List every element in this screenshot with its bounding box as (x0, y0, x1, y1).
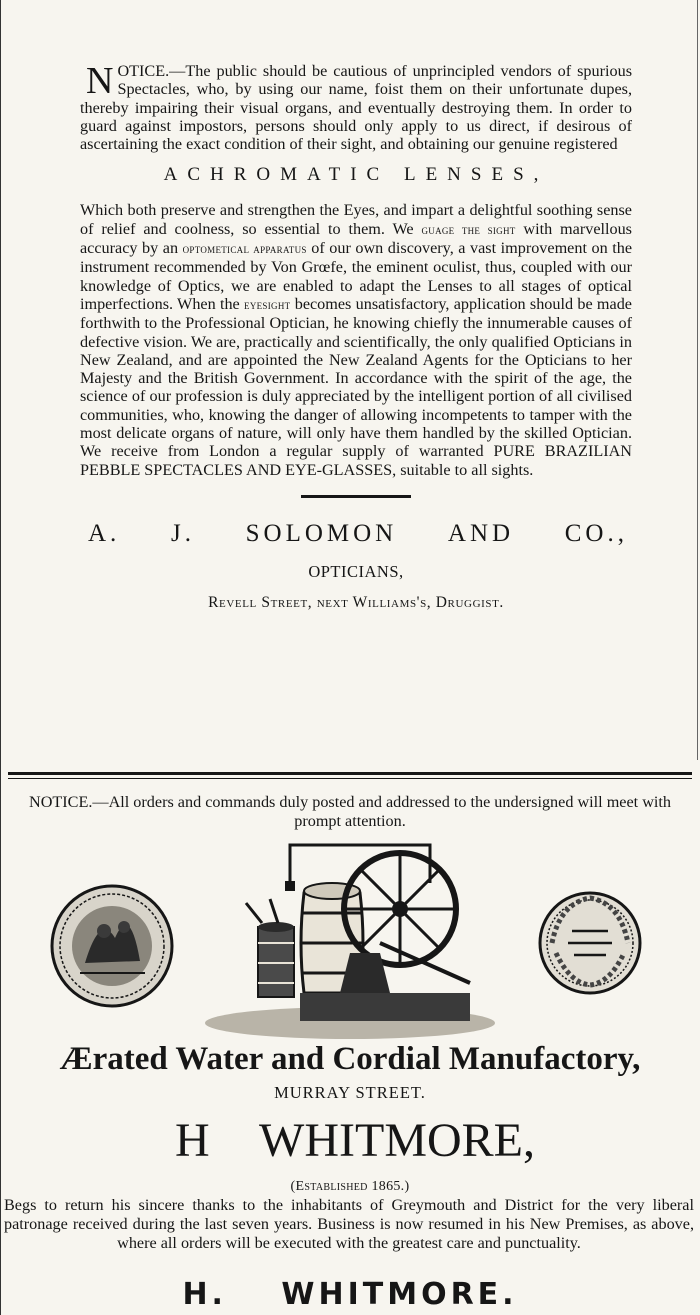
column-border-left (0, 0, 1, 1315)
body-text-3: of our own discovery, a vast improvement on the instrument recommended by Von Grœfe, the eminent oculist, thus, coupled with our knowledge of Optics, we are enabled to adapt the Lenses to all stages of optical imperfections. When the (80, 239, 633, 313)
established-line (0, 1175, 700, 1195)
thanks-paragraph: Begs to return his sincere thanks to the inhabitants of Greymouth and District for the very liberal patronage received during the last seven years. Business is now resumed in his New Premises, as above, where all orders will be executed with the greatest care and punctuality. (4, 1196, 694, 1252)
firm-name (88, 520, 628, 548)
body-smallcaps-3: eyesight (244, 296, 291, 312)
solomon-advert (80, 62, 632, 612)
body-text-1: Which both preserve and strengthen the Eyes, and impart a delightful soothing sense of relief and coolness, so essential to them. We (80, 201, 632, 238)
lenses-heading: ACHROMATIC LENSES, (163, 164, 549, 186)
section-separator (8, 772, 692, 779)
orders-notice: NOTICE.—All orders and commands duly posted and addressed to the undersigned will meet with prompt attention. (29, 793, 671, 830)
signature-name: H. WHITMORE. (182, 1277, 518, 1312)
separator-thick-line (8, 772, 692, 775)
separator-thin-line (8, 778, 692, 779)
firm-word: CO., (564, 519, 628, 547)
machinery-icon (205, 845, 495, 1039)
body-smallcaps-2: optometical apparatus (182, 241, 307, 257)
street-address: MURRAY STREET. (274, 1083, 426, 1102)
medal-right-icon (540, 893, 640, 993)
lenses-body (80, 201, 632, 478)
proprietor-initial: H (175, 1114, 210, 1167)
divider-rule (301, 495, 411, 498)
firm-word: A. (88, 519, 121, 547)
firm-word: SOLOMON (245, 519, 398, 547)
proprietor-name (175, 1113, 535, 1169)
proprietor-surname: WHITMORE, (259, 1114, 535, 1167)
firm-word: AND (447, 519, 515, 547)
firm-word: J. (170, 519, 195, 547)
body-text-4: becomes unsatisfactory, application should be made forthwith to the Professional Optician, he knowing chiefly the innumerable causes of defective vision. We are, practically and scientifically, the only qualified Opticians in New Zealand, and are appointed the New Zealand Agents for the Opticians to her Majesty and the British Government. In accordance with the spirit of the age, the science of our profession is duly appreciated by the intelligent portion of all civilised communities, who, knowing the danger of allowing incompetents to tamper with the most delicate organs of nature, will only have them handled by the skilled Optician. We receive from London a regular supply of warranted PURE BRAZILIAN PEBBLE SPECTACLES AND EYE-GLASSES, suitable to all sights. (80, 294, 632, 479)
body-smallcaps-1: guage the sight (421, 221, 516, 237)
established-text: (Established 1865.) (290, 1179, 410, 1194)
medal-left-icon (52, 886, 172, 1006)
whitmore-notice (0, 793, 700, 831)
notice-paragraph (80, 62, 632, 153)
notice-drop-cap: N (86, 60, 114, 102)
firm-address: Revell Street, next Williams's, Druggist. (208, 593, 504, 611)
column-border-right (697, 0, 698, 760)
body-text-2: with marvellous accuracy by an (80, 219, 632, 258)
opticians-label: OPTICIANS, (308, 561, 404, 581)
manufactory-title: Ærated Water and Cordial Manufactory, (59, 1041, 641, 1077)
engraving-illustration (0, 843, 700, 1043)
notice-text: OTICE.—The public should be cautious of unprincipled vendors of spurious Spectacles, who, by using our name, foist them on their unfortunate dupes, thereby impairing their visual organs, and eventually destroying them. In order to guard against impostors, persons should only apply to us direct, if desirous of ascertaining the exact condition of their sight, and obtaining our genuine registered (80, 62, 632, 154)
